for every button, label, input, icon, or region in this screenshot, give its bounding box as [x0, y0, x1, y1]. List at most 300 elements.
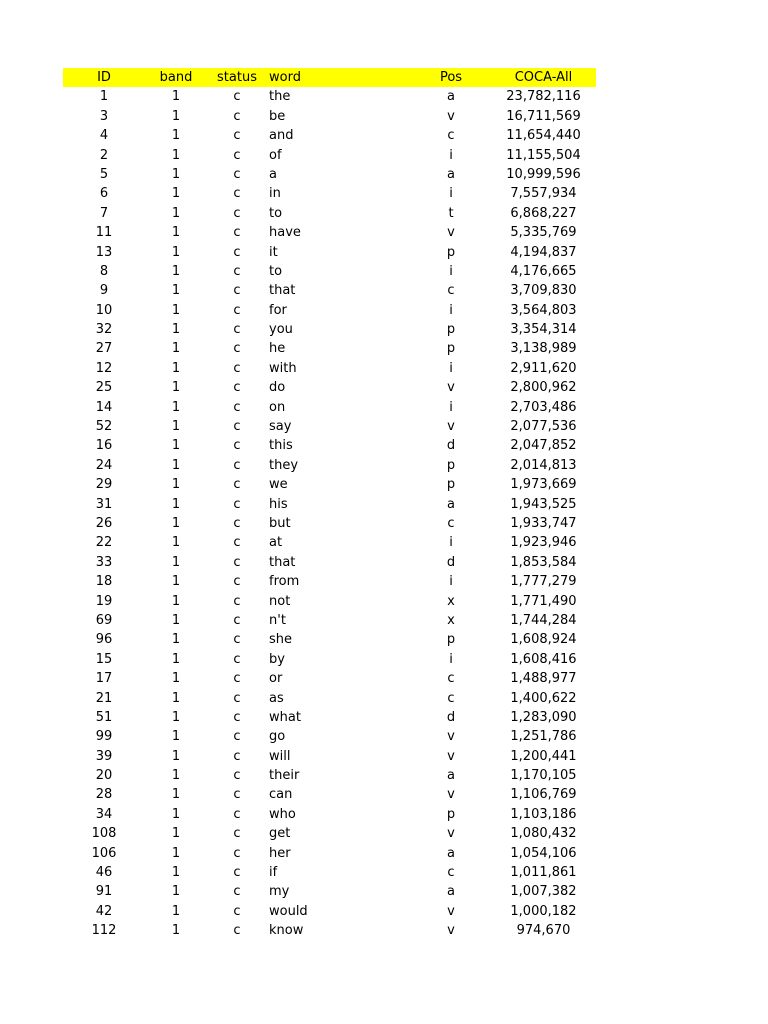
cell-id: 108 [91, 826, 117, 842]
cell-status: c [233, 535, 241, 551]
cell-word: to [269, 205, 283, 221]
cell-word: know [269, 923, 304, 939]
cell-word: we [269, 477, 288, 493]
cell-pos: v [447, 108, 455, 124]
cell-coca-all: 11,155,504 [506, 147, 581, 163]
cell-word: that [269, 283, 296, 299]
cell-band: 1 [171, 884, 181, 900]
cell-word: get [269, 826, 291, 842]
table-row [63, 882, 596, 901]
cell-word: on [269, 399, 286, 415]
cell-status: c [233, 671, 241, 687]
cell-pos: i [449, 535, 453, 551]
cell-coca-all: 11,654,440 [506, 128, 581, 144]
cell-id: 96 [95, 632, 113, 648]
table-row [63, 456, 596, 475]
cell-pos: v [447, 903, 455, 919]
cell-coca-all: 2,800,962 [510, 380, 577, 396]
table-row [63, 262, 596, 281]
cell-status: c [233, 186, 241, 202]
cell-band: 1 [171, 166, 181, 182]
cell-coca-all: 1,771,490 [510, 593, 577, 609]
table-row [63, 824, 596, 843]
cell-word: at [269, 535, 283, 551]
cell-band: 1 [171, 380, 181, 396]
cell-status: c [233, 283, 241, 299]
cell-status: c [233, 166, 241, 182]
table-row [63, 204, 596, 223]
cell-id: 19 [95, 593, 113, 609]
cell-band: 1 [171, 574, 181, 590]
cell-id: 33 [95, 554, 113, 570]
table-row [63, 514, 596, 533]
table-row [63, 339, 596, 358]
cell-band: 1 [171, 438, 181, 454]
cell-id: 25 [95, 380, 113, 396]
cell-pos: i [449, 360, 453, 376]
table-row [63, 243, 596, 262]
cell-id: 24 [95, 457, 113, 473]
cell-band: 1 [171, 205, 181, 221]
cell-pos: a [447, 884, 455, 900]
cell-status: c [233, 360, 241, 376]
cell-pos: p [446, 477, 456, 493]
cell-coca-all: 1,106,769 [510, 787, 577, 803]
cell-id: 52 [95, 419, 113, 435]
cell-status: c [233, 574, 241, 590]
cell-coca-all: 7,557,934 [510, 186, 577, 202]
cell-id: 21 [95, 690, 113, 706]
cell-coca-all: 1,933,747 [510, 515, 577, 531]
cell-word: say [269, 419, 292, 435]
header-status: status [217, 70, 257, 85]
cell-pos: c [447, 515, 455, 531]
table-row [63, 630, 596, 649]
cell-coca-all: 2,911,620 [510, 360, 577, 376]
cell-id: 17 [95, 671, 113, 687]
cell-status: c [233, 322, 241, 338]
cell-status: c [233, 341, 241, 357]
cell-status: c [233, 244, 241, 260]
table-row [63, 475, 596, 494]
cell-word: in [269, 186, 281, 202]
table-row [63, 785, 596, 804]
cell-id: 9 [99, 283, 109, 299]
cell-pos: c [447, 283, 455, 299]
cell-word: as [269, 690, 284, 706]
cell-status: c [233, 593, 241, 609]
cell-word: do [269, 380, 286, 396]
cell-id: 51 [95, 709, 113, 725]
cell-word: my [269, 884, 290, 900]
cell-coca-all: 1,170,105 [510, 768, 577, 784]
cell-coca-all: 1,608,416 [510, 651, 577, 667]
cell-id: 11 [95, 225, 113, 241]
cell-coca-all: 4,194,837 [510, 244, 577, 260]
cell-id: 13 [95, 244, 113, 260]
cell-id: 14 [95, 399, 113, 415]
cell-coca-all: 1,973,669 [510, 477, 577, 493]
cell-id: 69 [95, 612, 113, 628]
cell-word: by [269, 651, 285, 667]
cell-coca-all: 1,777,279 [510, 574, 577, 590]
cell-pos: c [447, 865, 455, 881]
cell-coca-all: 1,744,284 [510, 612, 577, 628]
cell-status: c [233, 554, 241, 570]
cell-band: 1 [171, 923, 181, 939]
cell-coca-all: 2,047,852 [510, 438, 577, 454]
cell-pos: v [447, 826, 455, 842]
cell-status: c [233, 651, 241, 667]
cell-word: the [269, 89, 291, 105]
cell-pos: v [447, 419, 455, 435]
table-row [63, 921, 596, 940]
table-row [63, 553, 596, 572]
table-row [63, 844, 596, 863]
cell-pos: i [449, 574, 453, 590]
cell-pos: p [446, 457, 456, 473]
cell-status: c [233, 496, 241, 512]
cell-band: 1 [171, 806, 181, 822]
cell-status: c [233, 225, 241, 241]
table-body [63, 87, 596, 940]
cell-coca-all: 1,054,106 [510, 845, 577, 861]
cell-word: go [269, 729, 286, 745]
cell-id: 4 [99, 128, 109, 144]
cell-coca-all: 2,014,813 [510, 457, 577, 473]
cell-status: c [233, 709, 241, 725]
cell-id: 39 [95, 748, 113, 764]
cell-word: for [269, 302, 287, 318]
cell-status: c [233, 826, 241, 842]
cell-status: c [233, 108, 241, 124]
cell-status: c [233, 515, 241, 531]
cell-id: 8 [99, 263, 109, 279]
cell-band: 1 [171, 690, 181, 706]
table-row [63, 592, 596, 611]
cell-id: 99 [95, 729, 113, 745]
table-row [63, 902, 596, 921]
cell-status: c [233, 438, 241, 454]
cell-coca-all: 23,782,116 [506, 89, 581, 105]
cell-word: their [269, 768, 300, 784]
cell-status: c [233, 419, 241, 435]
cell-word: can [269, 787, 293, 803]
cell-band: 1 [171, 263, 181, 279]
cell-word: what [269, 709, 301, 725]
cell-band: 1 [171, 283, 181, 299]
cell-status: c [233, 89, 241, 105]
cell-id: 20 [95, 768, 113, 784]
cell-pos: c [447, 128, 455, 144]
cell-band: 1 [171, 341, 181, 357]
cell-band: 1 [171, 515, 181, 531]
table-row [63, 398, 596, 417]
cell-pos: v [447, 923, 455, 939]
header-word: word [269, 70, 301, 85]
cell-band: 1 [171, 244, 181, 260]
cell-word: she [269, 632, 293, 648]
cell-id: 32 [95, 322, 113, 338]
cell-status: c [233, 884, 241, 900]
table-row [63, 689, 596, 708]
cell-id: 26 [95, 515, 113, 531]
cell-id: 15 [95, 651, 113, 667]
cell-word: this [269, 438, 293, 454]
cell-band: 1 [171, 186, 181, 202]
cell-pos: i [449, 147, 453, 163]
table-row [63, 766, 596, 785]
cell-band: 1 [171, 302, 181, 318]
cell-status: c [233, 903, 241, 919]
cell-pos: a [447, 768, 455, 784]
cell-word: not [269, 593, 291, 609]
table-row [63, 126, 596, 145]
cell-word: from [269, 574, 300, 590]
cell-id: 28 [95, 787, 113, 803]
table-row [63, 378, 596, 397]
cell-pos: a [447, 845, 455, 861]
cell-coca-all: 2,703,486 [510, 399, 577, 415]
cell-pos: d [446, 709, 456, 725]
cell-id: 2 [99, 147, 109, 163]
cell-word: who [269, 806, 296, 822]
cell-coca-all: 5,335,769 [510, 225, 577, 241]
cell-band: 1 [171, 651, 181, 667]
cell-band: 1 [171, 225, 181, 241]
cell-band: 1 [171, 360, 181, 376]
cell-band: 1 [171, 903, 181, 919]
cell-id: 46 [95, 865, 113, 881]
cell-pos: i [449, 263, 453, 279]
cell-coca-all: 4,176,665 [510, 263, 577, 279]
cell-word: that [269, 554, 296, 570]
cell-coca-all: 1,853,584 [510, 554, 577, 570]
cell-word: have [269, 225, 301, 241]
cell-id: 3 [99, 108, 109, 124]
table-row [63, 495, 596, 514]
cell-coca-all: 3,138,989 [510, 341, 577, 357]
cell-status: c [233, 748, 241, 764]
cell-coca-all: 1,011,861 [510, 865, 577, 881]
cell-band: 1 [171, 865, 181, 881]
cell-band: 1 [171, 748, 181, 764]
cell-id: 112 [91, 923, 117, 939]
cell-word: with [269, 360, 297, 376]
cell-pos: a [447, 496, 455, 512]
table-row [63, 417, 596, 436]
word-frequency-table [63, 68, 596, 941]
cell-coca-all: 3,354,314 [510, 322, 577, 338]
cell-coca-all: 6,868,227 [510, 205, 577, 221]
cell-pos: x [447, 593, 455, 609]
table-row [63, 650, 596, 669]
cell-id: 7 [99, 205, 109, 221]
cell-band: 1 [171, 457, 181, 473]
cell-coca-all: 1,200,441 [510, 748, 577, 764]
cell-band: 1 [171, 477, 181, 493]
cell-pos: i [449, 399, 453, 415]
cell-pos: a [447, 166, 455, 182]
cell-word: n't [269, 612, 286, 628]
cell-coca-all: 16,711,569 [506, 108, 581, 124]
cell-pos: p [446, 632, 456, 648]
table-row [63, 320, 596, 339]
table-row [63, 301, 596, 320]
cell-band: 1 [171, 729, 181, 745]
cell-band: 1 [171, 845, 181, 861]
header-band: band [159, 70, 193, 85]
cell-status: c [233, 147, 241, 163]
cell-status: c [233, 787, 241, 803]
cell-pos: p [446, 322, 456, 338]
table-row [63, 747, 596, 766]
cell-band: 1 [171, 632, 181, 648]
table-row [63, 223, 596, 242]
table-header-row [63, 68, 596, 87]
cell-word: would [269, 903, 308, 919]
cell-pos: a [447, 89, 455, 105]
cell-coca-all: 1,943,525 [510, 496, 577, 512]
cell-band: 1 [171, 89, 181, 105]
cell-coca-all: 1,007,382 [510, 884, 577, 900]
cell-status: c [233, 612, 241, 628]
cell-band: 1 [171, 671, 181, 687]
cell-coca-all: 1,923,946 [510, 535, 577, 551]
cell-coca-all: 2,077,536 [510, 419, 577, 435]
cell-coca-all: 10,999,596 [506, 166, 581, 182]
table-row [63, 281, 596, 300]
cell-id: 34 [95, 806, 113, 822]
cell-coca-all: 1,251,786 [510, 729, 577, 745]
cell-pos: v [447, 729, 455, 745]
table-row [63, 727, 596, 746]
table-row [63, 184, 596, 203]
cell-word: if [269, 865, 278, 881]
cell-pos: d [446, 438, 456, 454]
cell-status: c [233, 729, 241, 745]
cell-band: 1 [171, 108, 181, 124]
cell-status: c [233, 923, 241, 939]
cell-band: 1 [171, 322, 181, 338]
cell-coca-all: 1,608,924 [510, 632, 577, 648]
cell-id: 1 [99, 89, 109, 105]
table-row [63, 572, 596, 591]
cell-band: 1 [171, 399, 181, 415]
cell-band: 1 [171, 768, 181, 784]
cell-coca-all: 1,000,182 [510, 903, 577, 919]
cell-status: c [233, 205, 241, 221]
cell-id: 42 [95, 903, 113, 919]
cell-band: 1 [171, 496, 181, 512]
cell-coca-all: 1,283,090 [510, 709, 577, 725]
cell-pos: v [447, 225, 455, 241]
cell-pos: t [448, 205, 454, 221]
table-row [63, 669, 596, 688]
cell-pos: p [446, 244, 456, 260]
cell-pos: i [449, 302, 453, 318]
cell-pos: v [447, 787, 455, 803]
cell-status: c [233, 457, 241, 473]
cell-band: 1 [171, 128, 181, 144]
cell-coca-all: 974,670 [516, 923, 571, 939]
cell-word: it [269, 244, 278, 260]
cell-status: c [233, 477, 241, 493]
cell-band: 1 [171, 612, 181, 628]
cell-band: 1 [171, 419, 181, 435]
cell-band: 1 [171, 709, 181, 725]
header-id: ID [97, 70, 111, 85]
cell-status: c [233, 806, 241, 822]
cell-word: a [269, 166, 277, 182]
cell-band: 1 [171, 826, 181, 842]
cell-word: but [269, 515, 291, 531]
table-row [63, 165, 596, 184]
cell-coca-all: 3,564,803 [510, 302, 577, 318]
cell-id: 106 [91, 845, 117, 861]
cell-pos: x [447, 612, 455, 628]
cell-id: 10 [95, 302, 113, 318]
table-row [63, 611, 596, 630]
table-row [63, 146, 596, 165]
cell-id: 22 [95, 535, 113, 551]
cell-word: her [269, 845, 291, 861]
cell-coca-all: 1,488,977 [510, 671, 577, 687]
cell-pos: d [446, 554, 456, 570]
cell-id: 91 [95, 884, 113, 900]
cell-band: 1 [171, 535, 181, 551]
cell-band: 1 [171, 593, 181, 609]
cell-pos: v [447, 380, 455, 396]
cell-status: c [233, 399, 241, 415]
cell-pos: c [447, 690, 455, 706]
cell-word: and [269, 128, 294, 144]
cell-coca-all: 1,400,622 [510, 690, 577, 706]
cell-status: c [233, 845, 241, 861]
cell-id: 12 [95, 360, 113, 376]
cell-coca-all: 3,709,830 [510, 283, 577, 299]
cell-pos: p [446, 341, 456, 357]
cell-id: 31 [95, 496, 113, 512]
cell-id: 5 [99, 166, 109, 182]
table-row [63, 87, 596, 106]
table-row [63, 359, 596, 378]
cell-word: be [269, 108, 286, 124]
cell-status: c [233, 302, 241, 318]
cell-id: 16 [95, 438, 113, 454]
cell-word: of [269, 147, 282, 163]
cell-coca-all: 1,080,432 [510, 826, 577, 842]
cell-pos: p [446, 806, 456, 822]
cell-coca-all: 1,103,186 [510, 806, 577, 822]
cell-status: c [233, 690, 241, 706]
cell-id: 29 [95, 477, 113, 493]
table-row [63, 708, 596, 727]
cell-band: 1 [171, 787, 181, 803]
cell-id: 6 [99, 186, 109, 202]
cell-status: c [233, 768, 241, 784]
table-row [63, 436, 596, 455]
cell-word: they [269, 457, 299, 473]
cell-band: 1 [171, 147, 181, 163]
cell-word: or [269, 671, 283, 687]
cell-pos: i [449, 186, 453, 202]
table-row [63, 107, 596, 126]
cell-status: c [233, 263, 241, 279]
cell-status: c [233, 632, 241, 648]
cell-status: c [233, 128, 241, 144]
cell-word: his [269, 496, 288, 512]
